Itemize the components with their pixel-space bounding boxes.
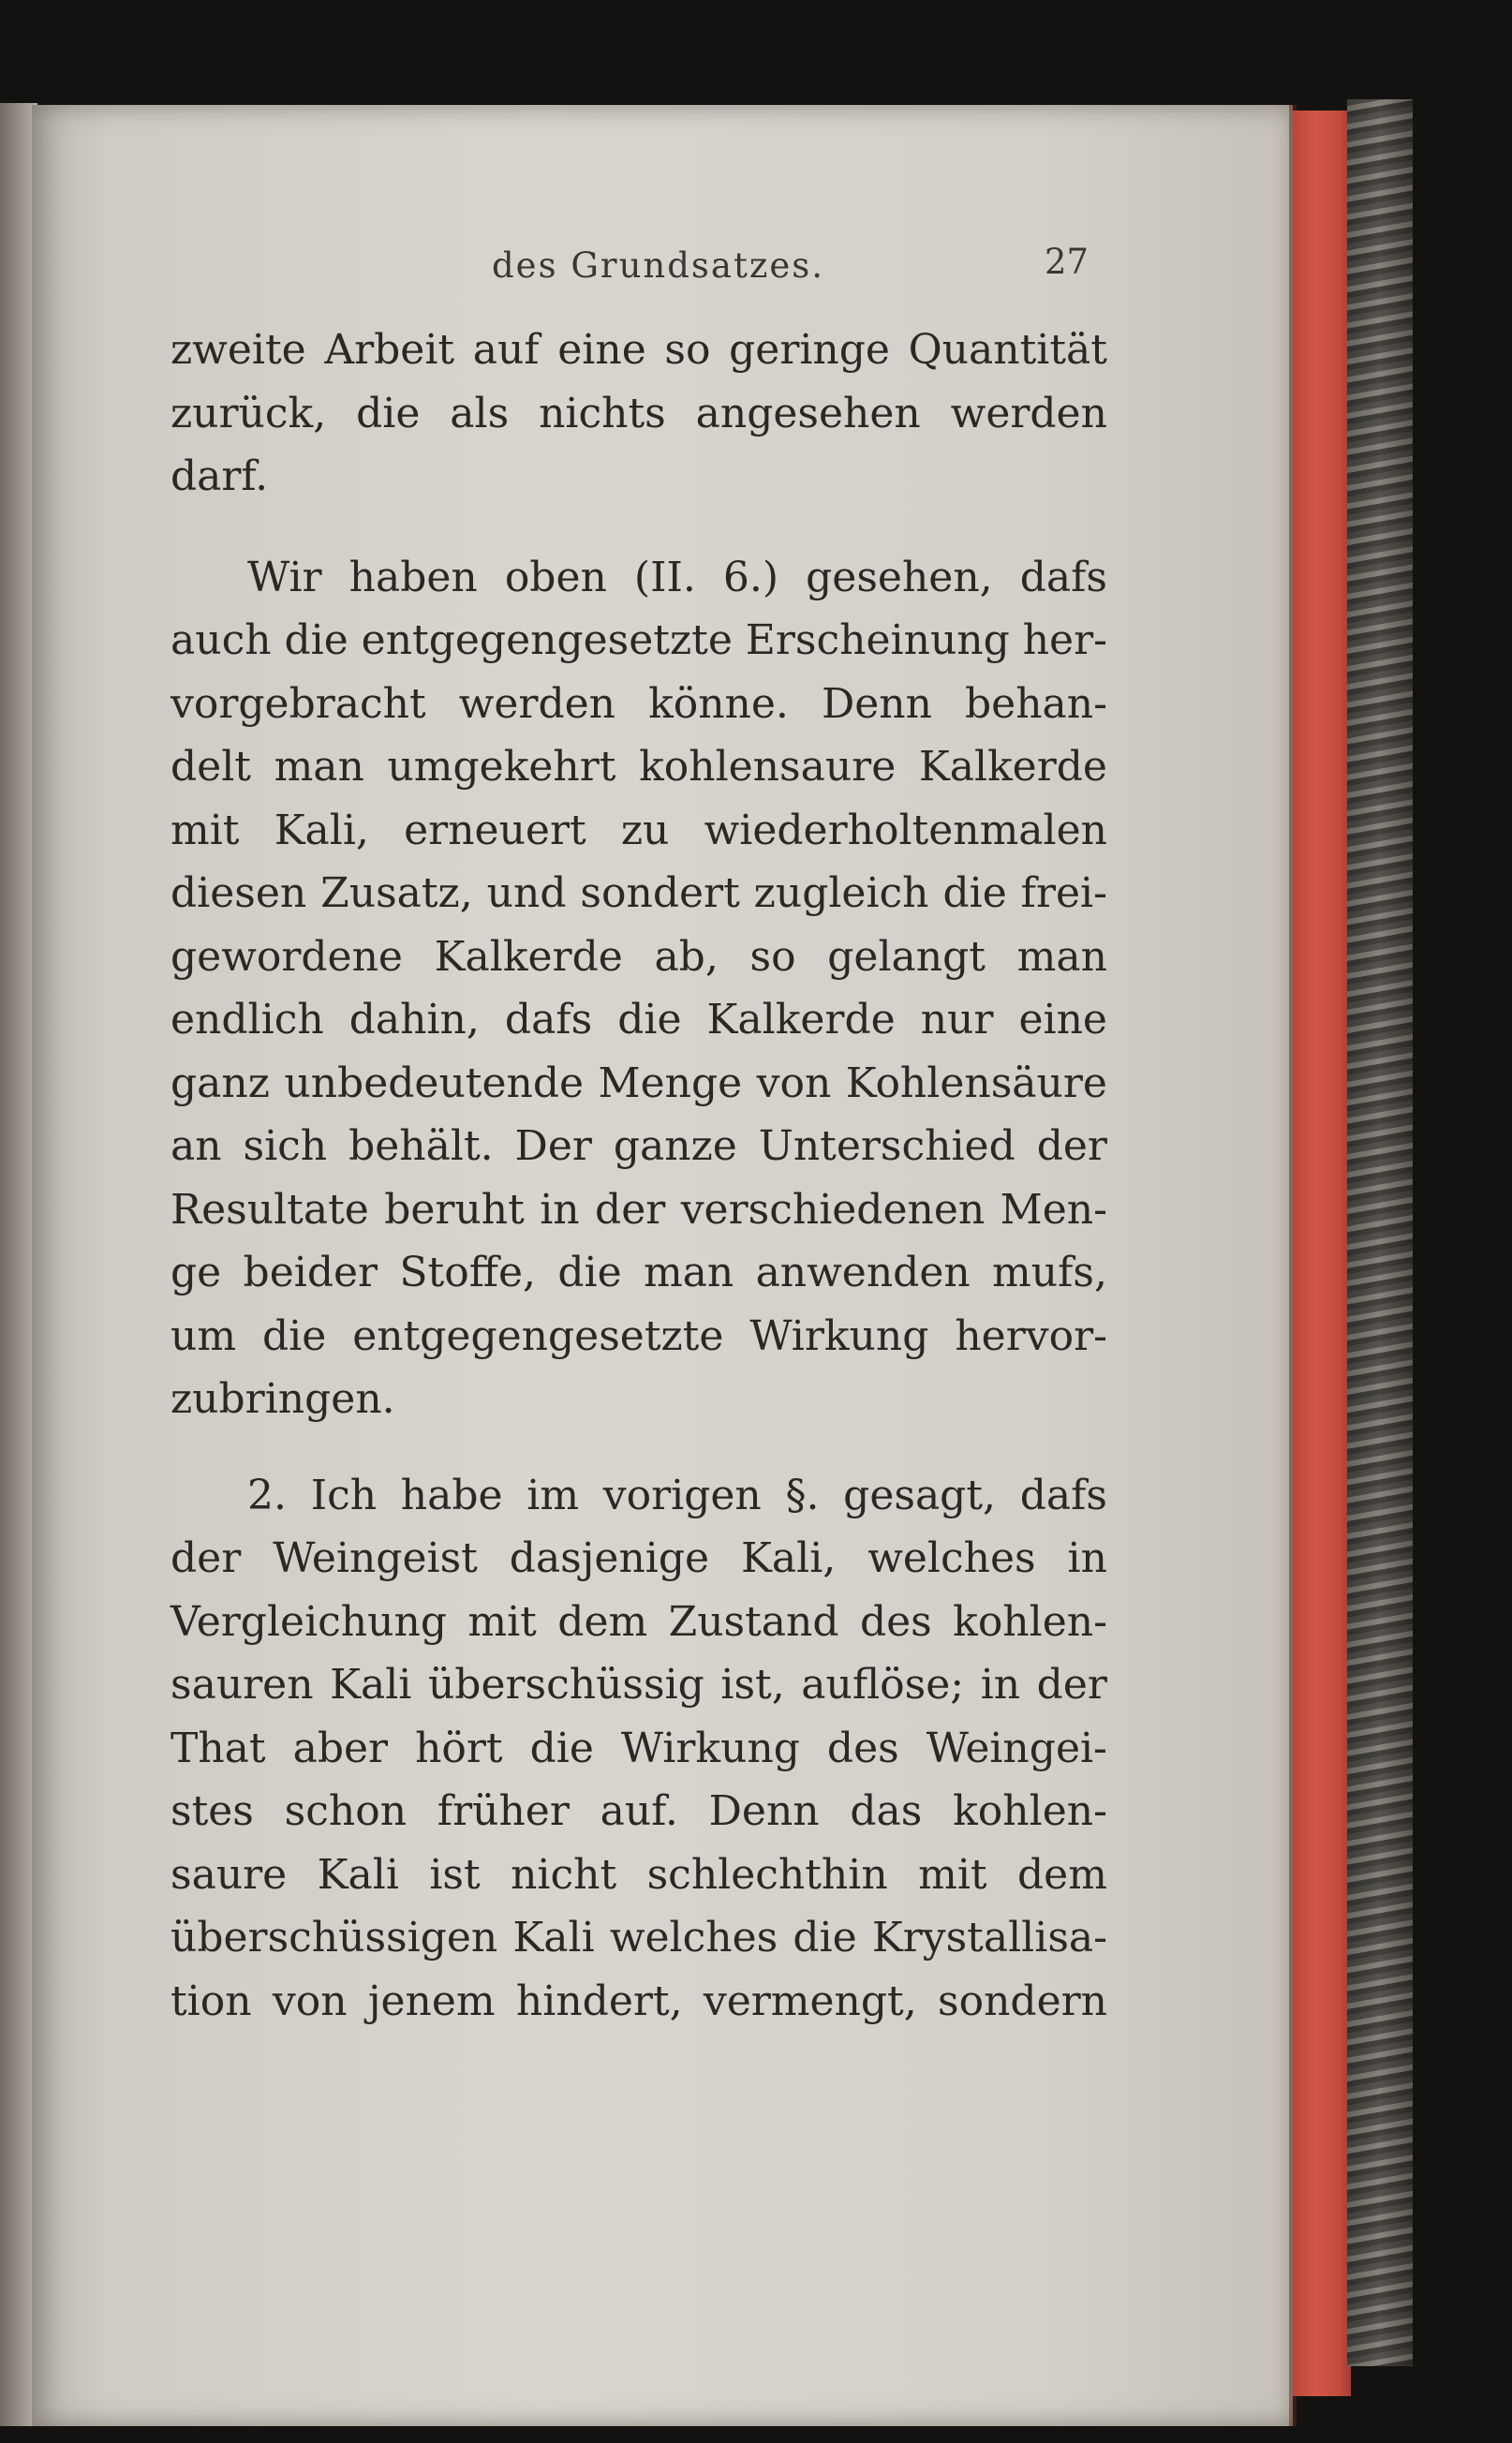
word: dafs [504, 996, 593, 1044]
word: die [617, 996, 682, 1044]
word: entgegengesetzte [361, 616, 733, 664]
text-line [170, 1843, 1107, 1907]
word: dasjenige [509, 1534, 710, 1582]
word: ganz [170, 1059, 270, 1107]
word: oben [504, 553, 607, 601]
word: eine [1018, 996, 1107, 1044]
word: Vergleichung [170, 1597, 447, 1646]
word: Kali [317, 1850, 399, 1899]
word: stes [170, 1787, 254, 1835]
word: Wir [247, 553, 322, 601]
word: zu [620, 806, 670, 854]
word: Men- [1000, 1185, 1107, 1234]
word: zubringen. [170, 1375, 395, 1423]
word: her- [1022, 616, 1107, 664]
word: sondern [938, 1977, 1107, 2025]
word: angesehen [695, 389, 921, 437]
word: gesagt, [843, 1471, 997, 1519]
text-line [170, 673, 1107, 736]
word: mit [918, 1850, 987, 1899]
word: kohlen- [953, 1597, 1107, 1646]
text-line [170, 799, 1107, 863]
paragraph-gap [170, 509, 1107, 546]
word: Wirkung [620, 1724, 800, 1772]
word: haben [348, 553, 478, 601]
word: Weingeist [273, 1534, 478, 1582]
word: auch [170, 616, 272, 664]
word: eine [557, 326, 646, 374]
word: dafs [1019, 1471, 1107, 1519]
word: Stoffe, [399, 1249, 536, 1296]
word: des [859, 1597, 932, 1646]
word: geringe [729, 326, 890, 374]
text-line [170, 1591, 1107, 1654]
word: mit [170, 806, 240, 854]
word: 6.) [722, 553, 779, 601]
word: beruht [384, 1185, 525, 1234]
word: an [170, 1122, 222, 1170]
word: Kalkerde [434, 932, 623, 981]
word: die [356, 389, 421, 437]
word: behan- [965, 679, 1107, 728]
word: Kali, [741, 1534, 837, 1582]
word: Wirkung [749, 1311, 929, 1360]
marbled-cover-edge [1347, 99, 1413, 2366]
word: Menge [598, 1059, 743, 1107]
word: Zustand [668, 1597, 839, 1646]
word: tion [170, 1977, 252, 2025]
word: man [274, 743, 364, 791]
word: die [261, 1311, 327, 1360]
word: vermengt, [703, 1977, 917, 2025]
word: erneuert [404, 806, 586, 854]
word: werden [458, 679, 616, 728]
word: so [664, 326, 711, 374]
text-line [170, 1115, 1107, 1178]
word: der [1036, 1122, 1107, 1170]
word: frei- [1020, 869, 1107, 917]
word: schlechthin [646, 1850, 888, 1899]
text-line [170, 1464, 1107, 1528]
word: ist, [720, 1661, 785, 1709]
word: §. [785, 1471, 820, 1519]
word: die [284, 616, 348, 664]
word: so [749, 932, 796, 981]
word: des [826, 1724, 899, 1772]
word: nichts [539, 389, 666, 437]
body-text [170, 318, 1107, 2033]
word: darf. [170, 452, 269, 500]
word: ab, [654, 932, 719, 981]
word: der [595, 1185, 666, 1234]
word: zugleich [753, 869, 929, 917]
word: sich [243, 1122, 328, 1170]
word: ge [170, 1249, 222, 1296]
word: vorgebracht [170, 679, 426, 728]
word: man [643, 1249, 734, 1296]
word: überschüssigen [170, 1914, 498, 1962]
text-line [170, 1368, 1107, 1431]
word: Ich [310, 1471, 378, 1519]
word: sauren [170, 1661, 314, 1709]
word: die [529, 1724, 594, 1772]
word: Denn [708, 1787, 820, 1835]
word: Resultate [170, 1185, 369, 1234]
word: aber [292, 1724, 389, 1772]
word: nicht [511, 1850, 617, 1899]
word: mufs, [992, 1249, 1107, 1296]
word: ist [429, 1850, 481, 1899]
word: Unterschied [758, 1122, 1015, 1170]
word: zweite [170, 326, 306, 374]
word: That [170, 1724, 266, 1772]
word: Weingei- [926, 1724, 1107, 1772]
word: hindert, [515, 1977, 683, 2025]
text-line [170, 735, 1107, 799]
text-line [170, 925, 1107, 989]
word: wiederholtenmalen [704, 806, 1107, 854]
word: hervor- [955, 1311, 1107, 1360]
text-line [170, 862, 1107, 925]
word: Kalkerde [918, 743, 1107, 791]
text-line [170, 609, 1107, 673]
word: nur [920, 996, 994, 1044]
word: (II. [633, 553, 696, 601]
word: Denn [821, 679, 932, 728]
text-line [170, 1178, 1107, 1242]
word: vorigen [602, 1471, 762, 1519]
word: diesen [170, 869, 307, 917]
word: Zusatz, [320, 869, 473, 917]
word: dem [1017, 1850, 1107, 1899]
word: gesehen, [806, 553, 993, 601]
word: delt [170, 743, 251, 791]
text-line [170, 546, 1107, 610]
word: Kalkerde [706, 996, 896, 1044]
text-line [170, 1241, 1107, 1305]
word: die [942, 869, 1007, 917]
word: gelangt [827, 932, 986, 981]
text-line [170, 1970, 1107, 2034]
word: 2. [247, 1471, 287, 1519]
word: schon [284, 1787, 408, 1835]
word: die [793, 1914, 857, 1962]
text-line [170, 1653, 1107, 1717]
word: welches [867, 1534, 1036, 1582]
word: unbedeutende [284, 1059, 585, 1107]
word: um [170, 1311, 237, 1360]
word: habe [400, 1471, 503, 1519]
text-line [170, 382, 1107, 446]
word: Der [514, 1122, 592, 1170]
word: man [1016, 932, 1107, 981]
word: umgekehrt [387, 743, 616, 791]
page-number: 27 [1045, 242, 1090, 282]
text-line [170, 445, 1107, 509]
word: dafs [1019, 553, 1107, 601]
word: der [1036, 1661, 1107, 1709]
word: als [450, 389, 510, 437]
word: Erscheinung [745, 616, 1010, 664]
word: in [980, 1661, 1021, 1709]
word: zurück, [170, 389, 327, 437]
word: Arbeit [324, 326, 455, 374]
word: Kali [512, 1914, 595, 1962]
word: im [526, 1471, 580, 1519]
word: dem [557, 1597, 648, 1646]
word: welches [609, 1914, 778, 1962]
word: von [272, 1977, 348, 2025]
word: hört [415, 1724, 503, 1772]
word: überschüssig [427, 1661, 704, 1709]
text-line [170, 988, 1107, 1052]
word: auf. [600, 1787, 678, 1835]
word: kohlen- [953, 1787, 1107, 1835]
word: jenem [367, 1977, 496, 2025]
word: könne. [648, 679, 789, 728]
word: die [557, 1249, 622, 1296]
word: behält. [348, 1122, 494, 1170]
word: Kali, [274, 806, 369, 854]
word: entgegengesetzte [352, 1311, 724, 1360]
text-line [170, 1906, 1107, 1970]
word: beider [243, 1249, 378, 1296]
word: endlich [170, 996, 324, 1044]
word: der [170, 1534, 242, 1582]
word: in [1067, 1534, 1107, 1582]
word: das [850, 1787, 923, 1835]
word: früher [437, 1787, 570, 1835]
word: Kohlensäure [845, 1059, 1107, 1107]
word: auf [472, 326, 540, 374]
word: werden [950, 389, 1107, 437]
text-line [170, 1305, 1107, 1369]
word: verschiedenen [680, 1185, 986, 1234]
word: dahin, [348, 996, 480, 1044]
word: kohlensaure [639, 743, 897, 791]
word: sondert [580, 869, 740, 917]
word: ganze [613, 1122, 737, 1170]
text-line [170, 1780, 1107, 1843]
paragraph-gap [170, 1431, 1107, 1464]
text-line [170, 1052, 1107, 1116]
text-line [170, 318, 1107, 382]
word: Krystallisa- [871, 1914, 1107, 1962]
word: in [540, 1185, 580, 1234]
word: und [486, 869, 567, 917]
word: gewordene [170, 932, 403, 981]
word: auflöse; [801, 1661, 965, 1709]
word: anwenden [755, 1249, 971, 1296]
running-head: des Grundsatzes. [492, 245, 824, 286]
word: Quantität [908, 326, 1107, 374]
text-line [170, 1527, 1107, 1591]
word: saure [170, 1850, 288, 1899]
word: mit [467, 1597, 537, 1646]
text-line [170, 1717, 1107, 1781]
red-fore-edge [1293, 111, 1351, 2396]
word: von [756, 1059, 832, 1107]
word: Kali [330, 1661, 412, 1709]
